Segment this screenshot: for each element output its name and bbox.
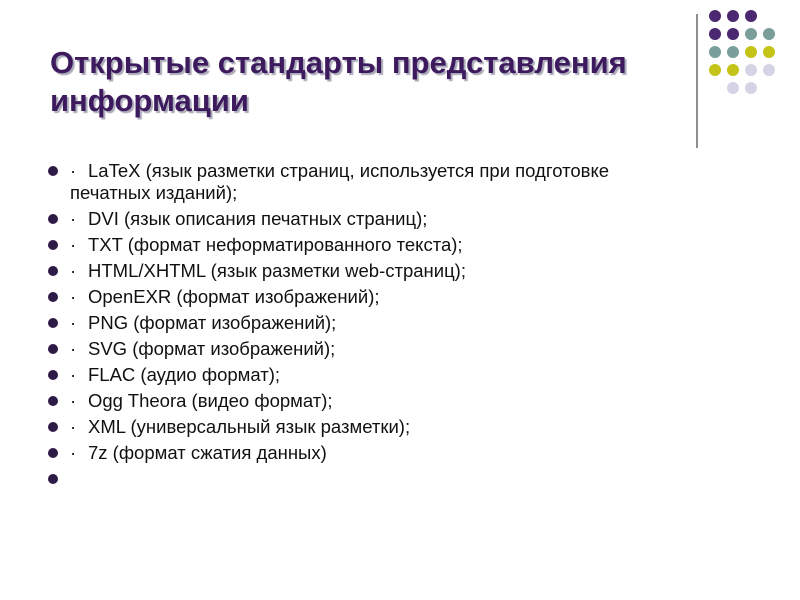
bullet-list (44, 160, 684, 494)
decorative-dot (763, 10, 775, 22)
decorative-dot (745, 82, 757, 94)
decorative-dot (727, 46, 739, 58)
decorative-dot (763, 28, 775, 40)
decorative-dot (763, 64, 775, 76)
bullet-item-text: OpenEXR (формат изображений); (88, 286, 380, 307)
decorative-dot (709, 82, 721, 94)
decorative-dot (745, 46, 757, 58)
bullet-item-empty (44, 468, 684, 490)
bullet-item (44, 234, 684, 256)
bullet-item (44, 390, 684, 412)
bullet-marker-icon (48, 474, 58, 484)
bullet-item-text: XML (универсальный язык разметки); (88, 416, 411, 437)
bullet-item (44, 260, 684, 282)
bullet-item-text: HTML/XHTML (язык разметки web-страниц); (88, 260, 466, 281)
bullet-marker-icon (48, 240, 58, 250)
bullet-marker-icon (48, 422, 58, 432)
bullet-item-prefix: · (70, 208, 77, 229)
bullet-marker-icon (48, 318, 58, 328)
decorative-dot (727, 28, 739, 40)
bullet-item-prefix: · (70, 260, 77, 281)
decorative-dot (709, 46, 721, 58)
decorative-dot-grid (709, 10, 775, 94)
bullet-item-prefix: · (70, 160, 77, 181)
bullet-marker-icon (48, 344, 58, 354)
bullet-item-prefix: · (70, 364, 77, 385)
bullet-item-text: DVI (язык описания печатных страниц); (88, 208, 428, 229)
decorative-dot (709, 10, 721, 22)
bullet-item-prefix: · (70, 416, 77, 437)
slide-title: Открытые стандарты представления информации (50, 45, 627, 118)
bullet-item-text: PNG (формат изображений); (88, 312, 337, 333)
bullet-item (44, 208, 684, 230)
decorative-dot (745, 10, 757, 22)
bullet-marker-icon (48, 166, 58, 176)
bullet-marker-icon (48, 214, 58, 224)
bullet-item-prefix: · (70, 234, 77, 255)
decorative-dot (745, 28, 757, 40)
bullet-item-prefix: · (70, 442, 77, 463)
decorative-dot (727, 10, 739, 22)
decorative-dot (727, 82, 739, 94)
bullet-item-prefix: · (70, 338, 77, 359)
bullet-item-text: Ogg Theora (видео формат); (88, 390, 333, 411)
bullet-item (44, 416, 684, 438)
bullet-item-text: TXT (формат неформатированного текста); (88, 234, 463, 255)
bullet-item-prefix: · (70, 312, 77, 333)
bullet-item (44, 338, 684, 360)
decorative-dot (763, 46, 775, 58)
bullet-marker-icon (48, 266, 58, 276)
vertical-divider (696, 14, 698, 148)
bullet-item-prefix: · (70, 286, 77, 307)
bullet-marker-icon (48, 448, 58, 458)
bullet-marker-icon (48, 370, 58, 380)
decorative-dot (763, 82, 775, 94)
bullet-item-text: LaTeX (язык разметки страниц, используется при подготовке печатных изданий); (70, 160, 610, 203)
bullet-item (44, 442, 684, 464)
decorative-dot (727, 64, 739, 76)
bullet-item-text: SVG (формат изображений); (88, 338, 336, 359)
decorative-dot (745, 64, 757, 76)
bullet-marker-icon (48, 292, 58, 302)
bullet-item (44, 364, 684, 386)
bullet-marker-icon (48, 396, 58, 406)
bullet-item (44, 160, 684, 204)
bullet-item (44, 286, 684, 308)
decorative-dot (709, 28, 721, 40)
bullet-item-text: 7z (формат сжатия данных) (88, 442, 327, 463)
bullet-item-text: FLAC (аудио формат); (88, 364, 281, 385)
decorative-dot (709, 64, 721, 76)
bullet-item-prefix: · (70, 390, 77, 411)
bullet-item (44, 312, 684, 334)
